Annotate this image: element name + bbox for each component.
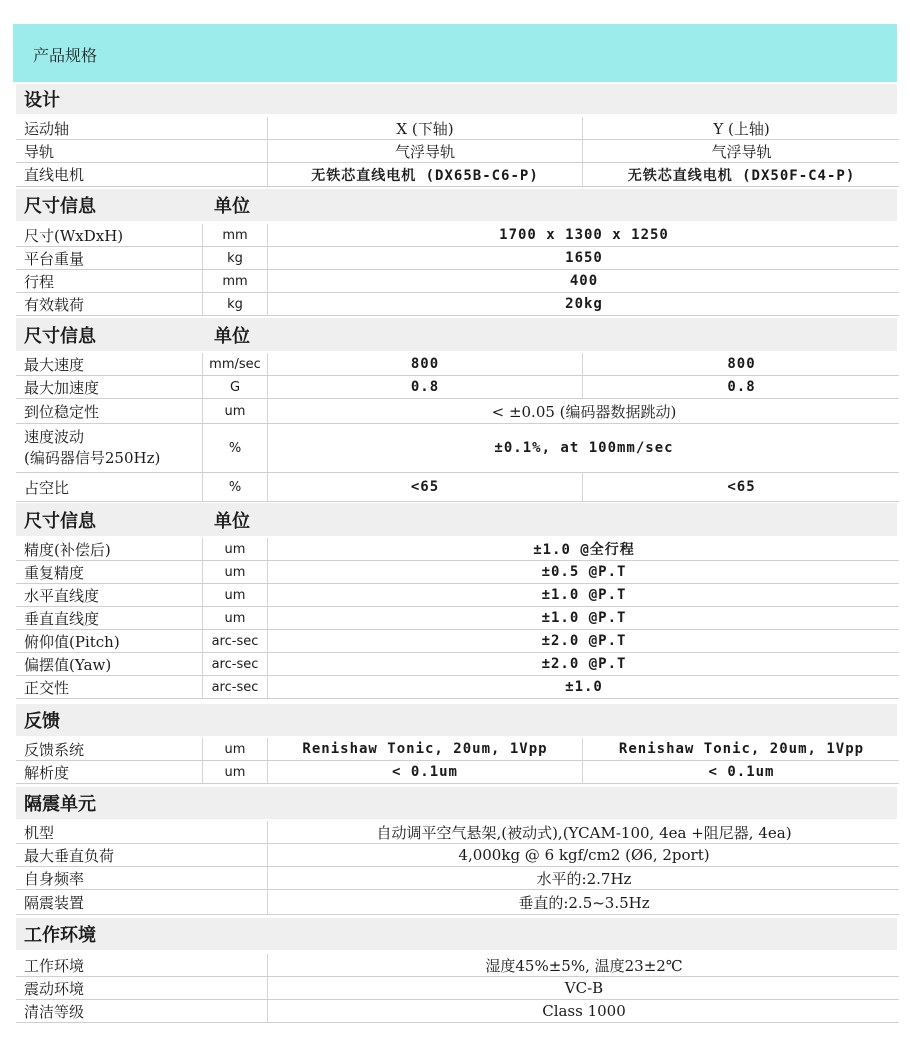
table-row <box>16 844 899 867</box>
section-title: 尺寸信息 <box>24 196 96 217</box>
value-x-axis: Renishaw Tonic, 20um, 1Vpp <box>267 738 582 760</box>
row-label-note: (编码器信号250Hz) <box>24 449 161 467</box>
table-row <box>16 1000 899 1023</box>
value: ±0.5 @P.T <box>267 561 900 583</box>
table-row <box>16 140 899 163</box>
row-label: 直线电机 <box>24 166 85 184</box>
value-y-axis: 800 <box>582 353 900 375</box>
value-y-axis: 0.8 <box>582 376 900 398</box>
value: 20kg <box>267 293 900 315</box>
table-row <box>16 584 899 607</box>
row-label: 精度(补偿后) <box>24 540 111 559</box>
table-row <box>16 473 899 502</box>
value: VC-B <box>267 977 900 999</box>
value: 400 <box>267 270 900 292</box>
unit: um <box>202 399 267 423</box>
value: ±0.1%, at 100mm/sec <box>267 424 900 472</box>
table-row <box>16 424 899 473</box>
value: 1650 <box>267 247 900 269</box>
section-title: 隔震单元 <box>24 794 96 815</box>
row-label: 有效载荷 <box>24 295 85 314</box>
value-y-axis: < 0.1um <box>582 761 900 783</box>
value: 湿度45%±5%, 温度23±2℃ <box>267 954 900 976</box>
row-label: 工作环境 <box>24 956 85 975</box>
table-row <box>16 376 899 399</box>
unit: kg <box>202 247 267 269</box>
table-row <box>16 954 899 977</box>
section-size-header <box>16 189 897 221</box>
value-x-axis: X (下轴) <box>267 117 582 139</box>
value-x-axis: 无铁芯直线电机 (DX65B-C6-P) <box>267 163 582 186</box>
section-motion-header <box>16 318 897 351</box>
unit: um <box>202 738 267 760</box>
unit: mm/sec <box>202 353 267 375</box>
unit: um <box>202 538 267 560</box>
row-label: 解析度 <box>24 763 70 782</box>
table-row <box>16 890 899 915</box>
value-y-axis: 气浮导轨 <box>582 140 900 162</box>
value: 4,000kg @ 6 kgf/cm2 (Ø6, 2port) <box>267 844 900 866</box>
unit: mm <box>202 270 267 292</box>
row-label: 尺寸(WxDxH) <box>24 226 124 245</box>
row-label: 行程 <box>24 272 55 291</box>
table-row <box>16 117 899 140</box>
value-y-axis: Renishaw Tonic, 20um, 1Vpp <box>582 738 900 760</box>
row-label: 机型 <box>24 823 55 842</box>
unit: kg <box>202 293 267 315</box>
section-design-header <box>16 84 897 114</box>
table-row <box>16 538 899 561</box>
value: 水平的:2.7Hz <box>267 867 900 889</box>
row-label: 最大速度 <box>24 355 85 374</box>
table-row <box>16 270 899 293</box>
row-label: 俯仰值(Pitch) <box>24 632 120 651</box>
value-y-axis: <65 <box>582 473 900 501</box>
value: 垂直的:2.5~3.5Hz <box>267 890 900 914</box>
unit: um <box>202 607 267 629</box>
unit: % <box>202 473 267 501</box>
page-title: 产品规格 <box>33 46 98 65</box>
value: < ±0.05 (编码器数据跳动) <box>267 399 900 423</box>
table-row <box>16 738 899 761</box>
value: ±2.0 @P.T <box>267 653 900 675</box>
unit: mm <box>202 224 267 246</box>
row-label: 反馈系统 <box>24 740 85 759</box>
value-x-axis: 800 <box>267 353 582 375</box>
table-row <box>16 821 899 844</box>
table-row <box>16 561 899 584</box>
value: ±2.0 @P.T <box>267 630 900 652</box>
unit: G <box>202 376 267 398</box>
table-row <box>16 977 899 1000</box>
unit: arc-sec <box>202 676 267 698</box>
row-label: 到位稳定性 <box>24 402 100 421</box>
value: Class 1000 <box>267 1000 900 1022</box>
row-label-block <box>16 424 209 472</box>
value: ±1.0 @P.T <box>267 607 900 629</box>
table-row <box>16 761 899 784</box>
value: 自动调平空气悬架,(被动式),(YCAM-100, 4ea +阻尼器, 4ea) <box>267 821 900 843</box>
unit: um <box>202 584 267 606</box>
table-row <box>16 630 899 653</box>
row-label: 速度波动 <box>24 428 85 446</box>
table-row <box>16 399 899 424</box>
unit-column-title: 单位 <box>214 196 250 217</box>
row-label: 占空比 <box>24 478 70 497</box>
page-header-banner <box>13 24 897 82</box>
unit-column-title: 单位 <box>214 325 250 347</box>
row-label: 运动轴 <box>24 119 70 138</box>
unit: um <box>202 761 267 783</box>
row-label: 最大垂直负荷 <box>24 846 115 865</box>
value-y-axis: Y (上轴) <box>582 117 900 139</box>
section-title: 尺寸信息 <box>24 325 96 347</box>
unit: um <box>202 561 267 583</box>
row-label: 垂直直线度 <box>24 609 100 628</box>
value-x-axis: <65 <box>267 473 582 501</box>
unit: % <box>202 424 267 472</box>
row-label: 水平直线度 <box>24 586 100 605</box>
value: ±1.0 @P.T <box>267 584 900 606</box>
table-row <box>16 163 899 187</box>
table-row <box>16 867 899 890</box>
table-row <box>16 607 899 630</box>
value-x-axis: 0.8 <box>267 376 582 398</box>
value: 1700 x 1300 x 1250 <box>267 224 900 246</box>
section-title: 设计 <box>24 90 60 111</box>
section-accuracy-header <box>16 503 897 536</box>
row-label: 最大加速度 <box>24 378 100 397</box>
row-label: 导轨 <box>24 142 55 161</box>
row-label: 正交性 <box>24 678 70 697</box>
unit: arc-sec <box>202 653 267 675</box>
section-environment-header <box>16 918 897 950</box>
value: ±1.0 @全行程 <box>267 538 900 560</box>
row-label: 清洁等级 <box>24 1002 85 1021</box>
value-x-axis: < 0.1um <box>267 761 582 783</box>
row-label: 偏摆值(Yaw) <box>24 655 112 674</box>
row-label: 隔震装置 <box>24 893 85 912</box>
value: ±1.0 <box>267 676 900 698</box>
value-x-axis: 气浮导轨 <box>267 140 582 162</box>
row-label: 自身频率 <box>24 869 85 888</box>
section-feedback-header <box>16 704 897 736</box>
table-row <box>16 676 899 699</box>
section-title: 工作环境 <box>24 925 96 946</box>
table-row <box>16 247 899 270</box>
table-row <box>16 353 899 376</box>
table-row <box>16 224 899 247</box>
row-label: 震动环境 <box>24 979 85 998</box>
row-label: 重复精度 <box>24 563 85 582</box>
value-y-axis: 无铁芯直线电机 (DX50F-C4-P) <box>582 163 900 186</box>
table-row <box>16 653 899 676</box>
unit-column-title: 单位 <box>214 510 250 532</box>
section-title: 尺寸信息 <box>24 510 96 532</box>
unit: arc-sec <box>202 630 267 652</box>
section-isolation-header <box>16 787 897 819</box>
row-label: 平台重量 <box>24 249 85 268</box>
table-row <box>16 293 899 316</box>
section-title: 反馈 <box>24 711 60 732</box>
